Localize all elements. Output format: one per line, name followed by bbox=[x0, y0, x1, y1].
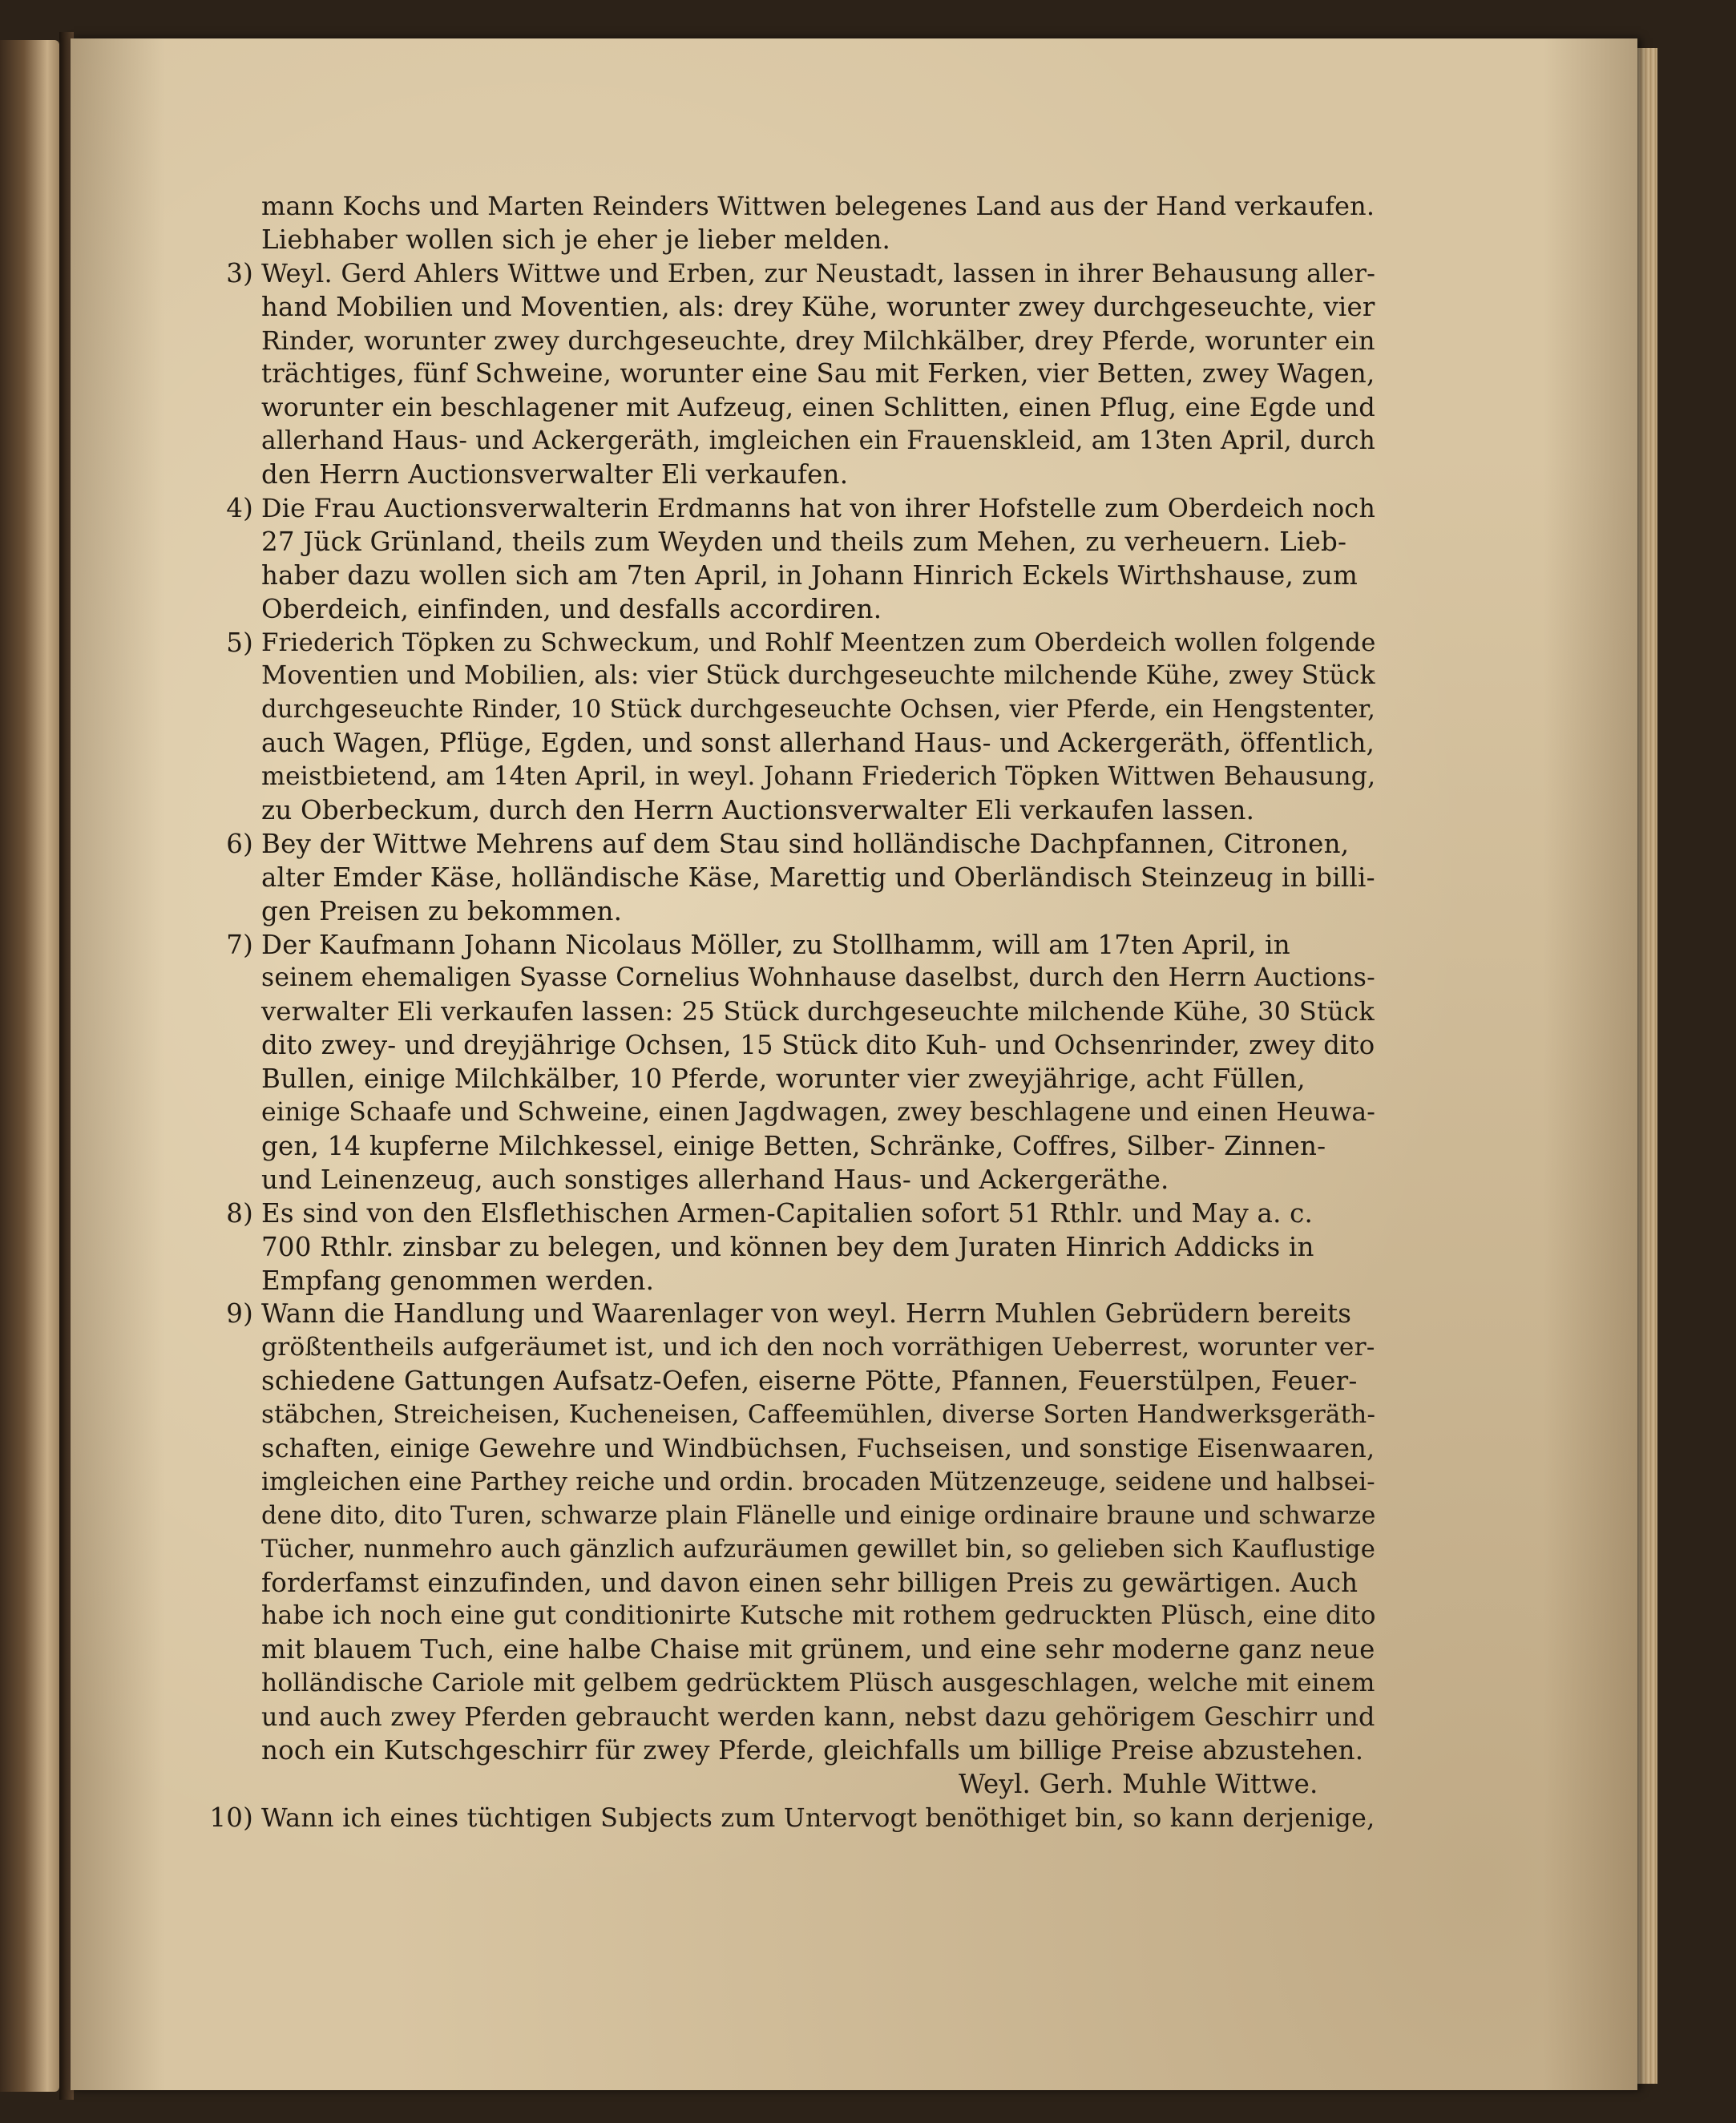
announcement-item bbox=[157, 1298, 1375, 1767]
text-line: größtentheils aufgeräumet ist, und ich den noch vorräthigen Ueberrest, worunter ver- bbox=[261, 1333, 1375, 1362]
announcement-item bbox=[157, 627, 1375, 828]
text-line: meistbietend, am 14ten April, in weyl. Johann Friederich Töpken Wittwen Behausung, bbox=[261, 762, 1376, 792]
item-number: 7) bbox=[226, 929, 253, 960]
text-line: alter Emder Käse, holländische Käse, Marettig und Oberländisch Steinzeug in billi- bbox=[261, 862, 1375, 893]
announcement-item bbox=[157, 492, 1375, 627]
text-line: Tücher, nunmehro auch gänzlich aufzuräumen gewillet bin, so gelieben sich Kauflustige bbox=[261, 1535, 1376, 1564]
text-line: gen, 14 kupferne Milchkessel, einige Betten, Schränke, Coffres, Silber- Zinnen- bbox=[261, 1130, 1326, 1161]
text-line: und Leinenzeug, auch sonstiges allerhand Haus- und Ackergeräthe. bbox=[261, 1164, 1169, 1195]
text-line: Es sind von den Elsflethischen Armen-Capitalien sofort 51 Rthlr. und May a. c. bbox=[261, 1197, 1314, 1229]
text-line: Wann die Handlung und Waarenlager von weyl. Herrn Muhlen Gebrüdern bereits bbox=[261, 1298, 1352, 1330]
item-number: 10) bbox=[209, 1802, 253, 1833]
announcement-item bbox=[157, 257, 1375, 492]
text-line: haber dazu wollen sich am 7ten April, in Johann Hinrich Eckels Wirthshause, zum bbox=[261, 559, 1358, 591]
item-number: 8) bbox=[226, 1197, 253, 1229]
text-line: Der Kaufmann Johann Nicolaus Möller, zu Stollhamm, will am 17ten April, in bbox=[261, 929, 1290, 960]
text-line: worunter ein beschlagener mit Aufzeug, einen Schlitten, einen Pflug, eine Egde und bbox=[261, 392, 1375, 423]
text-line: den Herrn Auctionsverwalter Eli verkaufen. bbox=[261, 459, 849, 490]
announcement-item bbox=[157, 828, 1375, 929]
text-line: mann Kochs und Marten Reinders Wittwen belegenes Land aus der Hand verkaufen. bbox=[261, 191, 1375, 221]
signature-line: Weyl. Gerh. Muhle Wittwe. bbox=[959, 1768, 1318, 1799]
announcement-item bbox=[157, 1802, 1375, 1835]
text-line: dito zwey- und dreyjährige Ochsen, 15 Stück dito Kuh- und Ochsenrinder, zwey dito bbox=[261, 1030, 1375, 1061]
text-line: hand Mobilien und Moventien, als: drey Kühe, worunter zwey durchgeseuchte, vier bbox=[261, 291, 1375, 322]
text-line: trächtiges, fünf Schweine, worunter eine Sau mit Ferken, vier Betten, zwey Wagen, bbox=[261, 358, 1375, 389]
text-line: allerhand Haus- und Ackergeräth, imgleichen ein Frauenskleid, am 13ten April, durch bbox=[261, 426, 1375, 456]
text-line: durchgeseuchte Rinder, 10 Stück durchgeseuchte Ochsen, vier Pferde, ein Hengstenter, bbox=[261, 696, 1376, 724]
text-line: Wann ich eines tüchtigen Subjects zum Untervogt benöthiget bin, so kann derjenige, bbox=[261, 1802, 1375, 1833]
item-number: 5) bbox=[226, 627, 253, 658]
text-line: 27 Jück Grünland, theils zum Weyden und theils zum Mehen, zu verheuern. Lieb- bbox=[261, 526, 1347, 557]
text-line: stäbchen, Streicheisen, Kucheneisen, Caffeemühlen, diverse Sorten Handwerksgeräth- bbox=[261, 1400, 1376, 1430]
item-number: 6) bbox=[226, 828, 253, 859]
text-line: Rinder, worunter zwey durchgeseuchte, drey Milchkälber, drey Pferde, worunter ein bbox=[261, 325, 1375, 356]
text-line: forderfamst einzufinden, und davon einen sehr billigen Preis zu gewärtigen. Auch bbox=[261, 1567, 1359, 1598]
item-number: 9) bbox=[226, 1298, 253, 1330]
text-line: einige Schaafe und Schweine, einen Jagdwagen, zwey beschlagene und einen Heuwa- bbox=[261, 1098, 1376, 1128]
text-line: mit blauem Tuch, eine halbe Chaise mit grünem, und eine sehr moderne ganz neue bbox=[261, 1634, 1375, 1665]
text-line: holländische Cariole mit gelbem gedrücktem Plüsch ausgeschlagen, welche mit einem bbox=[261, 1669, 1375, 1698]
text-line: noch ein Kutschgeschirr für zwey Pferde, gleichfalls um billige Preise abzustehen. bbox=[261, 1734, 1364, 1766]
text-line: imgleichen eine Parthey reiche und ordin. brocaden Mützenzeuge, seidene und halbsei- bbox=[261, 1467, 1375, 1496]
text-line: Bey der Wittwe Mehrens auf dem Stau sind holländische Dachpfannen, Citronen, bbox=[261, 828, 1350, 859]
item-number: 3) bbox=[226, 257, 253, 289]
text-line: Empfang genommen werden. bbox=[261, 1265, 655, 1296]
page-text bbox=[157, 190, 1375, 1835]
text-line: Moventien und Mobilien, als: vier Stück durchgeseuchte milchende Kühe, zwey Stück bbox=[261, 661, 1375, 691]
text-line: Liebhaber wollen sich je eher je lieber melden. bbox=[261, 224, 891, 255]
announcement-item bbox=[157, 1197, 1375, 1298]
item-number: 4) bbox=[226, 493, 253, 524]
text-line: seinem ehemaligen Syasse Cornelius Wohnhause daselbst, durch den Herrn Auctions- bbox=[261, 963, 1375, 993]
text-line: habe ich noch eine gut conditionirte Kutsche mit rothem gedruckten Plüsch, eine dito bbox=[261, 1601, 1376, 1631]
text-line: Oberdeich, einfinden, und desfalls accordiren. bbox=[261, 593, 882, 624]
text-line: gen Preisen zu bekommen. bbox=[261, 895, 623, 926]
text-line: dene dito, dito Turen, schwarze plain Flänelle und einige ordinaire braune und schwarze bbox=[261, 1501, 1376, 1530]
announcement-list bbox=[157, 257, 1375, 1835]
text-line: verwalter Eli verkaufen lassen: 25 Stück durchgeseuchte milchende Kühe, 30 Stück bbox=[261, 996, 1375, 1027]
facing-page-edge bbox=[0, 40, 59, 2092]
text-line: zu Oberbeckum, durch den Herrn Auctionsverwalter Eli verkaufen lassen. bbox=[261, 795, 1255, 826]
continued-paragraph bbox=[157, 190, 1375, 257]
text-line: schaften, einige Gewehre und Windbüchsen, Fuchseisen, und sonstige Eisenwaaren, bbox=[261, 1432, 1375, 1463]
announcement-item bbox=[157, 929, 1375, 1197]
text-line: und auch zwey Pferden gebraucht werden kann, nebst dazu gehörigem Geschirr und bbox=[261, 1701, 1375, 1733]
text-line: schiedene Gattungen Aufsatz-Oefen, eiserne Pötte, Pfannen, Feuerstülpen, Feuer- bbox=[261, 1366, 1358, 1397]
text-line: 700 Rthlr. zinsbar zu belegen, und können bey dem Juraten Hinrich Addicks in bbox=[261, 1231, 1314, 1262]
text-line: Weyl. Gerd Ahlers Wittwe und Erben, zur Neustadt, lassen in ihrer Behausung aller- bbox=[261, 257, 1376, 289]
text-line: Die Frau Auctionsverwalterin Erdmanns hat von ihrer Hofstelle zum Oberdeich noch bbox=[261, 493, 1376, 524]
text-line: Friederich Töpken zu Schweckum, und Rohlf Meentzen zum Oberdeich wollen folgende bbox=[261, 628, 1376, 657]
text-line: Bullen, einige Milchkälber, 10 Pferde, worunter vier zweyjährige, acht Füllen, bbox=[261, 1064, 1306, 1095]
text-line: auch Wagen, Pflüge, Egden, und sonst allerhand Haus- und Ackergeräth, öffentlich, bbox=[261, 728, 1375, 759]
